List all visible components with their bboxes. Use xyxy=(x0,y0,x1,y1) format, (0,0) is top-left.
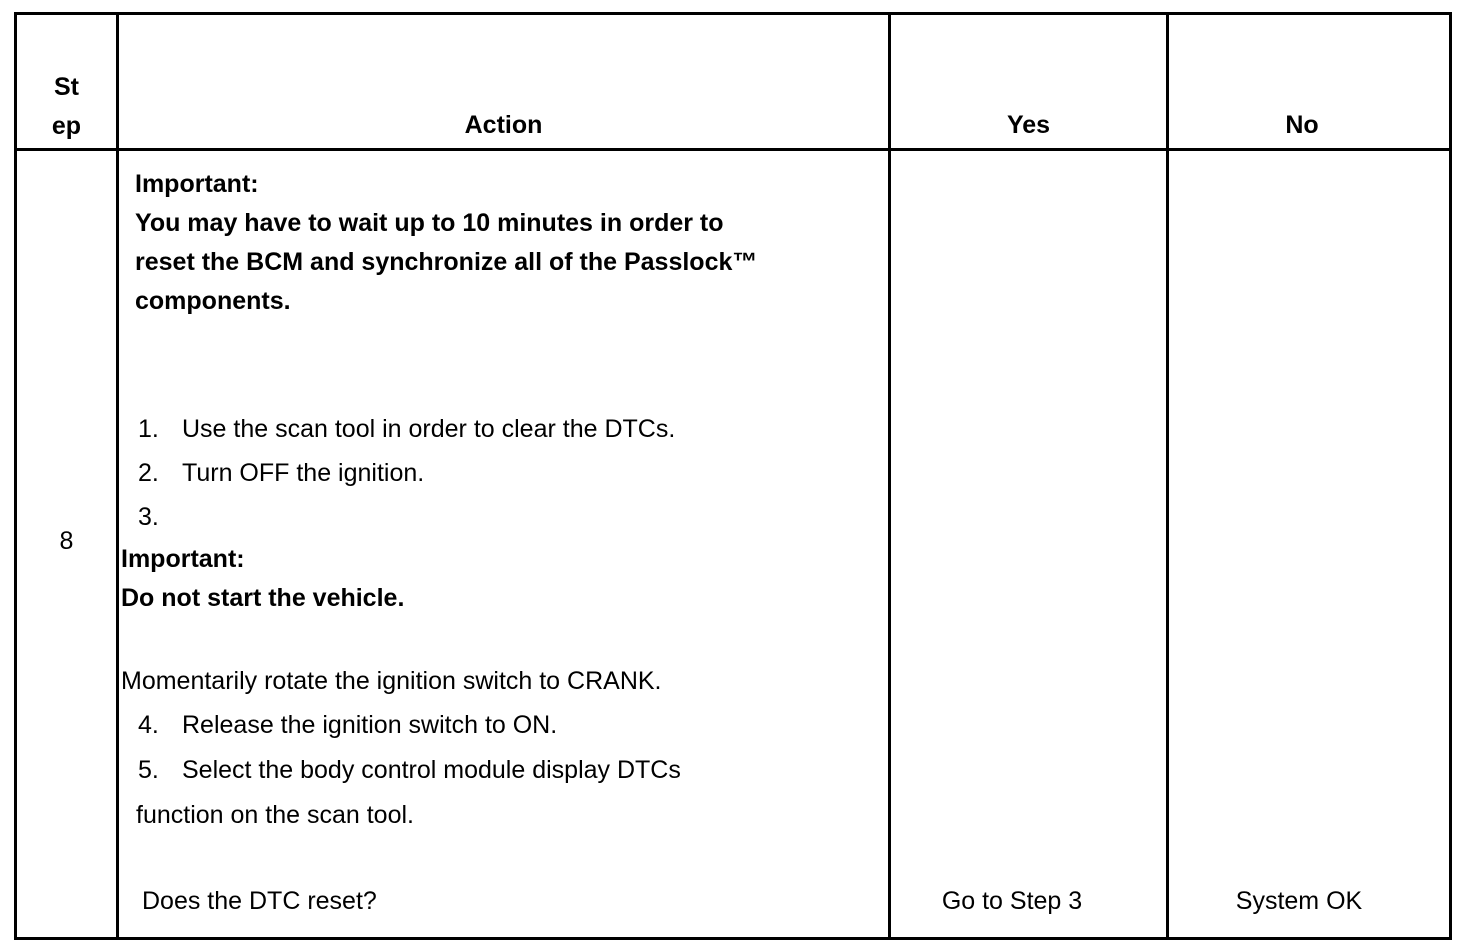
header-no: No xyxy=(1285,111,1319,139)
header-action: Action xyxy=(464,111,543,139)
important-line: reset the BCM and synchronize all of the Passlock™ xyxy=(135,248,758,276)
step-number: 8 xyxy=(59,527,74,555)
important-line: You may have to wait up to 10 minutes in order to xyxy=(135,209,724,237)
list-item-text: Use the scan tool in order to clear the DTCs. xyxy=(182,415,676,443)
question-text: Does the DTC reset? xyxy=(142,887,377,915)
step3-text: Momentarily rotate the ignition switch to CRANK. xyxy=(121,667,662,695)
important-line: components. xyxy=(135,287,291,315)
step5-continuation: function on the scan tool. xyxy=(136,801,414,829)
important-label: Important: xyxy=(135,170,259,198)
header-yes: Yes xyxy=(1006,111,1051,139)
header-step-line2: ep xyxy=(51,112,82,140)
column-divider-action xyxy=(888,12,891,940)
list-item-number: 4. xyxy=(138,711,159,739)
list-item-number: 2. xyxy=(138,459,159,487)
header-divider xyxy=(14,148,1452,151)
step3-important-label: Important: xyxy=(121,545,245,573)
step3-important-text: Do not start the vehicle. xyxy=(121,584,405,612)
list-item-number: 1. xyxy=(138,415,159,443)
list-item-number: 5. xyxy=(138,756,159,784)
list-item-text: Select the body control module display DTCs xyxy=(182,756,681,784)
column-divider-step xyxy=(116,12,119,940)
list-item-text: Turn OFF the ignition. xyxy=(182,459,425,487)
header-step-line1: St xyxy=(54,73,79,101)
no-result: System OK xyxy=(1235,887,1363,915)
yes-result: Go to Step 3 xyxy=(941,887,1083,915)
column-divider-yes xyxy=(1166,12,1169,940)
header-step xyxy=(17,68,116,146)
list-item-number: 3. xyxy=(138,503,159,531)
list-item-text: Release the ignition switch to ON. xyxy=(182,711,558,739)
